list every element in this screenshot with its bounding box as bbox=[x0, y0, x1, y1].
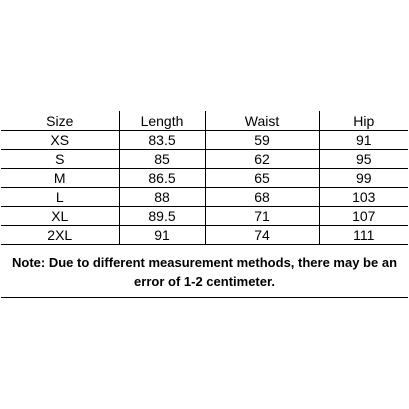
header-hip: Hip bbox=[319, 111, 408, 131]
note-line-1: Note: Due to different measurement methods, there may be an bbox=[11, 255, 398, 270]
header-waist: Waist bbox=[205, 111, 319, 131]
cell-waist: 68 bbox=[205, 188, 319, 207]
table-row bbox=[1, 226, 408, 245]
size-chart-table bbox=[1, 111, 408, 245]
cell-length: 91 bbox=[119, 226, 205, 245]
table-row bbox=[1, 169, 408, 188]
note-line-2: error of 1-2 centimeter. bbox=[134, 274, 275, 289]
cell-hip: 99 bbox=[319, 169, 408, 188]
measurement-note bbox=[1, 253, 408, 291]
table-header-row bbox=[1, 111, 408, 131]
cell-hip: 107 bbox=[319, 207, 408, 226]
bottom-divider bbox=[1, 297, 408, 298]
cell-size: 2XL bbox=[1, 226, 119, 245]
cell-size: XS bbox=[1, 131, 119, 150]
cell-size: M bbox=[1, 169, 119, 188]
header-length: Length bbox=[119, 111, 205, 131]
cell-length: 86.5 bbox=[119, 169, 205, 188]
table-row bbox=[1, 207, 408, 226]
cell-waist: 59 bbox=[205, 131, 319, 150]
cell-length: 88 bbox=[119, 188, 205, 207]
cell-hip: 111 bbox=[319, 226, 408, 245]
cell-hip: 91 bbox=[319, 131, 408, 150]
cell-size: XL bbox=[1, 207, 119, 226]
cell-length: 85 bbox=[119, 150, 205, 169]
cell-waist: 62 bbox=[205, 150, 319, 169]
cell-hip: 103 bbox=[319, 188, 408, 207]
cell-waist: 65 bbox=[205, 169, 319, 188]
header-size: Size bbox=[1, 111, 119, 131]
table-row bbox=[1, 188, 408, 207]
cell-size: S bbox=[1, 150, 119, 169]
cell-waist: 74 bbox=[205, 226, 319, 245]
cell-hip: 95 bbox=[319, 150, 408, 169]
table-row bbox=[1, 150, 408, 169]
cell-length: 89.5 bbox=[119, 207, 205, 226]
cell-waist: 71 bbox=[205, 207, 319, 226]
cell-size: L bbox=[1, 188, 119, 207]
table-row bbox=[1, 131, 408, 150]
cell-length: 83.5 bbox=[119, 131, 205, 150]
